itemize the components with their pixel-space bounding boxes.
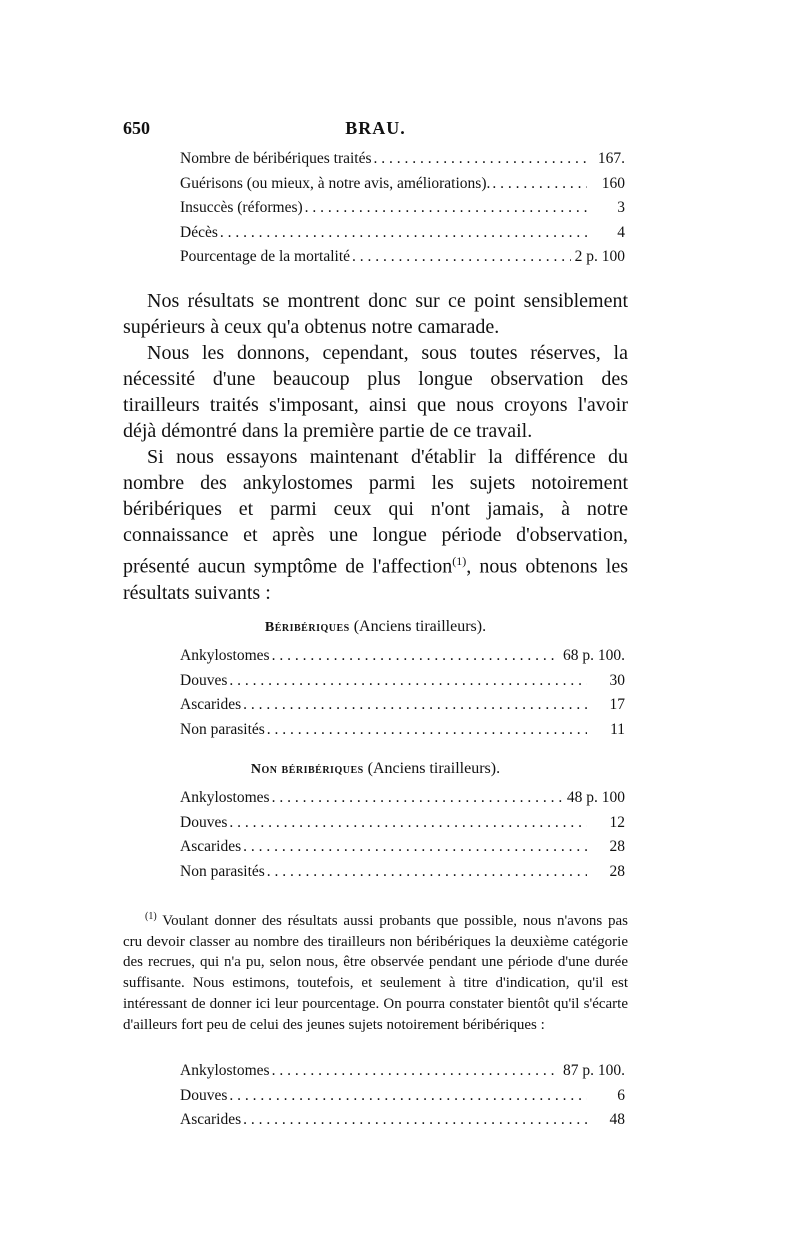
list-item: Non parasités . . . 28 (180, 863, 625, 888)
list-item (180, 199, 625, 224)
footnote-reference: (1) (452, 554, 467, 568)
stat-value: 167. (597, 150, 625, 167)
top-stats-list (180, 150, 625, 273)
list-item (180, 150, 625, 175)
footnote-marker: (1) (145, 911, 157, 922)
stat-label: Décès (180, 223, 218, 241)
stat-label: Guérisons (ou mieux, à notre avis, améliorations). (180, 174, 491, 192)
paragraph-3: Si nous essayons maintenant d'établir la différence du nombre des ankylostomes parmi les sujets notoirement béribériques et parmi ceux qui n'ont jamais, à notre connaissance et après une longue période d'observation, présenté aucun symptôme de l'affection$^{(1)}$, nous obtenons les résultats suivants : (123, 446, 628, 604)
list-item: Ascarides . . . 17 (180, 696, 625, 721)
list-item: Douves . . . 30 (180, 672, 625, 697)
paragraph-2: Nous les donnons, cependant, sous toutes réserves, la nécessité d'une beaucoup plus longue observation des tirailleurs traités s'imposant, ainsi que nous croyons l'avoir déjà démontré dans la première partie de ce travail. (123, 342, 628, 442)
stat-value: 3 (617, 199, 625, 216)
section-heading-beriberiques: Béribériques (Anciens tirailleurs). (264, 618, 487, 635)
list-item: Douves . . . 12 (180, 814, 625, 839)
list-item: Ankylostomes . . . 87 p. 100. (180, 1062, 625, 1087)
list-item: Non parasités . . . 11 (180, 721, 625, 746)
beriberiques-list (180, 647, 625, 745)
list-item (180, 248, 625, 273)
section-heading-non-beriberiques: Non béribériques (Anciens tirailleurs). (250, 760, 501, 777)
footnote-text: $^{(1)}$ Voulant donner des résultats aussi probants que possible, nous n'avons pas cru devoir classer au nombre des tirailleurs non béribériques la deuxième catégorie des recrues, qui n'a pu, selon nous, être observée pendant une période d'une durée suffisante. Nous estimons, toutefois, et seulement à titre d'indication, qu'il est intéressant de donner ici leur pourcentage. On pourra constater bientôt qu'il s'écarte d'ailleurs fort peu de celui des jeunes sujets notoirement béribériques : (123, 911, 628, 1033)
list-item: Ankylostomes . . . 48 p. 100 (180, 789, 625, 814)
page-number: 650 (123, 118, 150, 138)
list-item (180, 224, 625, 249)
list-item: Ascarides . . . 48 (180, 1111, 625, 1136)
body-text (123, 288, 628, 606)
running-title: BRAU. (345, 118, 406, 138)
list-item: Ankylostomes . . . 68 p. 100. (180, 647, 625, 672)
stat-value: 2 p. 100 (574, 248, 625, 265)
non-beriberiques-list (180, 789, 625, 887)
stat-label: Pourcentage de la mortalité (180, 248, 351, 265)
paragraph-1: Nos résultats se montrent donc sur ce point sensiblement supérieurs à ceux qu'a obtenus notre camarade. (123, 290, 628, 338)
page-header (123, 118, 628, 142)
stat-label: Nombre de béribériques traités (180, 150, 372, 167)
list-item: Douves . . . 6 (180, 1087, 625, 1112)
stat-label: Insuccès (réformes) (180, 199, 303, 216)
stat-value: 4 (617, 223, 625, 241)
stat-value: 160 (601, 174, 625, 192)
list-item (180, 175, 625, 200)
list-item: Ascarides . . . 28 (180, 838, 625, 863)
footnote-list (180, 1062, 625, 1136)
footnote (123, 907, 628, 1035)
